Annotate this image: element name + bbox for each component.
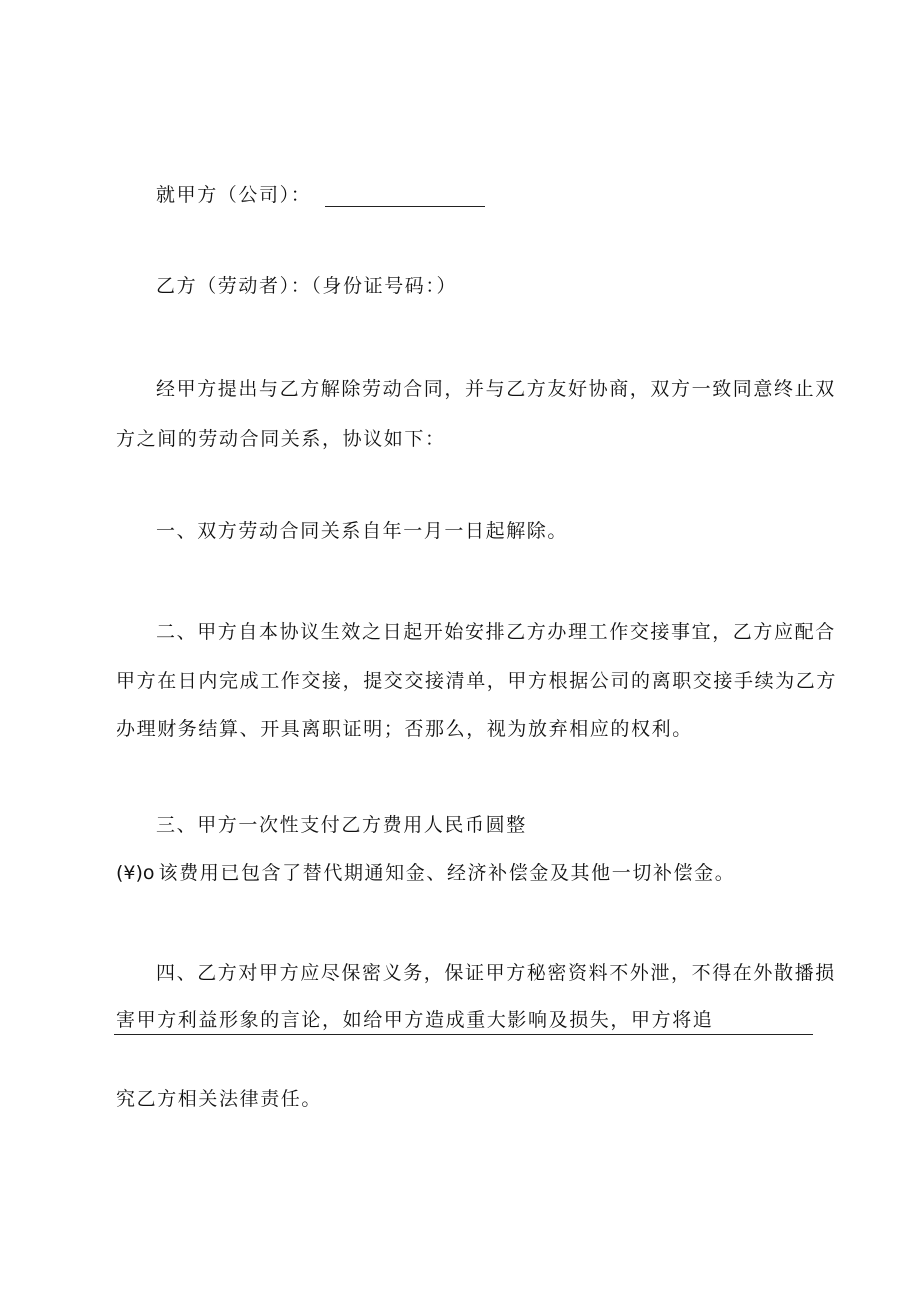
party-a-label: 就甲方（公司）： (156, 184, 312, 206)
party-b-line: 乙方（劳动者）：（身份证号码：） (156, 275, 458, 297)
clause-2-line-2: 甲方在日内完成工作交接，提交交接清单，甲方根据公司的离职交接手续为乙方 (116, 670, 838, 692)
clause-4-line-2: 害甲方利益形象的言论，如给甲方造成重大影响及损失，甲方将追 (116, 1009, 714, 1031)
clause-4-line-3: 究乙方相关法律责任。 (116, 1088, 323, 1110)
clause-3-text: 该费用已包含了替代期通知金、经济补偿金及其他一切补偿金。 (158, 862, 736, 884)
horizontal-rule (114, 1034, 813, 1035)
intro-line-2: 方之间的劳动合同关系，协议如下： (116, 428, 446, 450)
clause-1: 一、双方劳动合同关系自年一月一日起解除。 (156, 520, 569, 542)
party-a-line (156, 183, 856, 207)
clause-2-line-1: 二、甲方自本协议生效之日起开始安排乙方办理工作交接事宜，乙方应配合 (156, 621, 836, 643)
clause-4-line-1: 四、乙方对甲方应尽保密义务，保证甲方秘密资料不外泄，不得在外散播损 (156, 962, 836, 984)
clause-3-yen: (¥)o (116, 862, 155, 884)
intro-line-1: 经甲方提出与乙方解除劳动合同，并与乙方友好协商，双方一致同意终止双 (156, 378, 836, 400)
clause-3-line-2 (116, 861, 816, 885)
clause-3-line-1: 三、甲方一次性支付乙方费用人民币圆整 (156, 814, 527, 836)
party-a-blank (325, 186, 485, 207)
clause-2-line-3: 办理财务结算、开具离职证明；否那么，视为放弃相应的权利。 (116, 718, 693, 740)
